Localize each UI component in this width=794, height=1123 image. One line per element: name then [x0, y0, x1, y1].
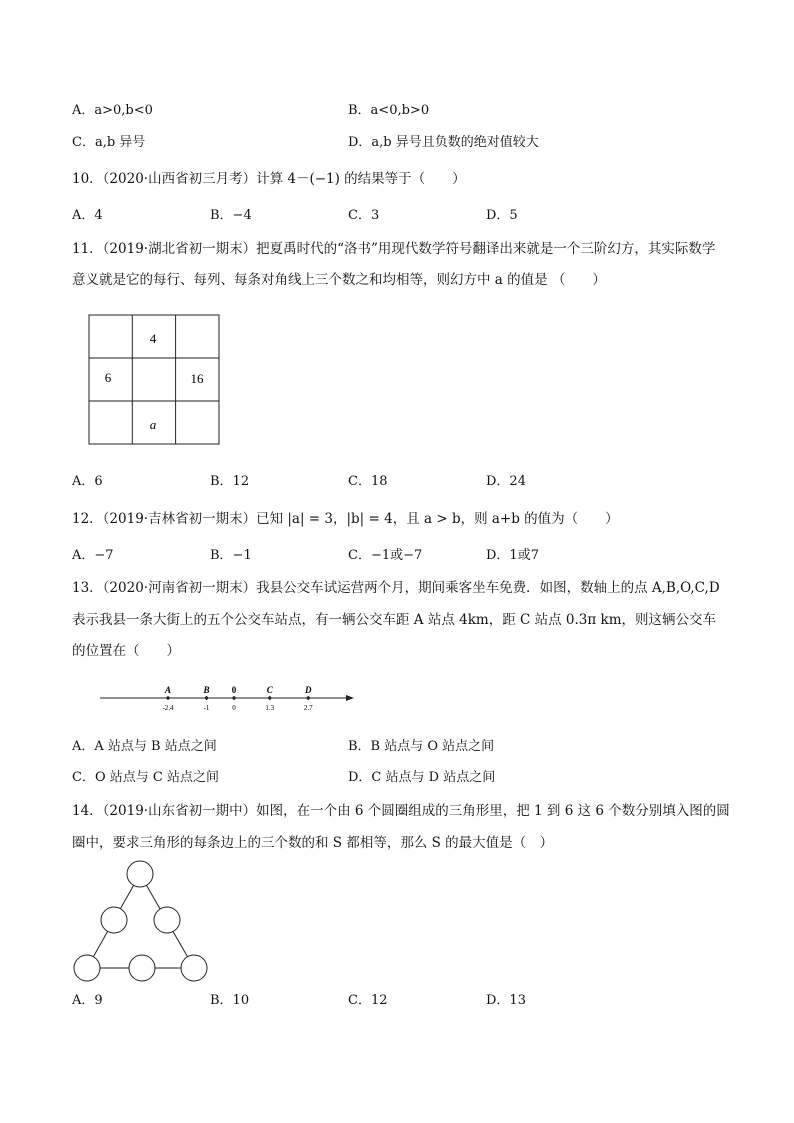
q9-option-d: D．a,b 异号且负数的绝对值较大	[348, 135, 539, 150]
number-line-point	[205, 696, 208, 699]
q10-option-c: C．3	[348, 208, 380, 223]
number-line-point	[268, 696, 271, 699]
q11-option-b: B．12	[210, 474, 250, 489]
magic-square-figure	[88, 314, 221, 445]
magic-square-cell-middle-left: 6	[104, 370, 112, 385]
triangle-circle-top	[127, 861, 153, 887]
q11-stem-line1: 11．（2019·湖北省初一期末）把夏禹时代的“洛书”用现代数学符号翻译出来就是一个三阶幻方，其实际数学	[72, 241, 716, 257]
number-line-value-label: -2.4	[162, 704, 174, 712]
q10-option-a: A．4	[72, 208, 103, 223]
triangle-circle-bottom-right	[181, 955, 207, 981]
triangle-circle-left-middle	[101, 907, 127, 933]
q10-option-b: B．−4	[210, 208, 252, 223]
number-line-figure	[98, 682, 356, 716]
triangle-circle-right-middle	[154, 907, 180, 933]
q11-option-d: D．24	[486, 474, 526, 489]
number-line-point-label: B	[203, 685, 210, 695]
number-line-point	[232, 696, 235, 699]
q12-option-b: B．−1	[210, 548, 252, 563]
q14-option-a: A．9	[72, 993, 103, 1008]
q13-stem-line3: 的位置在（ ）	[72, 643, 180, 659]
q13-stem-line2: 表示我县一条大街上的五个公交车站点，有一辆公交车距 A 站点 4km，距 C 站点 0.3π km，则这辆公交车	[72, 612, 717, 628]
q11-option-a: A．6	[72, 474, 103, 489]
magic-square-cell-middle-right: 16	[190, 371, 204, 386]
number-line-value-label: 1.3	[265, 704, 275, 712]
q13-option-d: D．C 站点与 D 站点之间	[348, 770, 496, 785]
number-line-value-label: 0	[232, 704, 236, 712]
q11-option-c: C．18	[348, 474, 388, 489]
q12-option-d: D．1或7	[486, 548, 539, 563]
q14-stem-line1: 14．（2019·山东省初一期中）如图，在一个由 6 个圆圈组成的三角形里，把 1 到 6 这 6 个数分别填入图的圆	[72, 803, 730, 819]
q12-option-c: C．−1或−7	[348, 548, 423, 563]
triangle-circle-bottom-middle	[129, 955, 155, 981]
number-line-value-label: 2.7	[303, 704, 313, 712]
q12-option-a: A．−7	[72, 548, 114, 563]
q10-option-d: D．5	[486, 208, 518, 223]
magic-square-cell-bottom-middle: a	[149, 417, 157, 432]
number-line-point	[307, 696, 310, 699]
q14-stem-line2: 圈中，要求三角形的每条边上的三个数的和 S 都相等，那么 S 的最大值是（ ）	[72, 835, 554, 851]
q14-option-d: D．13	[486, 993, 526, 1008]
q10-stem: 10．（2020·山西省初三月考）计算 4－(−1) 的结果等于（ ）	[72, 171, 466, 187]
q13-stem-line1: 13．（2020·河南省初一期末）我县公交车试运营两个月，期间乘客坐车免费．如图，数轴上的点 A,B,O,C,D	[72, 580, 720, 596]
q12-stem: 12．（2019·吉林省初一期末）已知 |a| = 3，|b| = 4，且 a > b，则 a+b 的值为（ ）	[72, 511, 619, 527]
q13-option-b: B．B 站点与 O 站点之间	[348, 739, 495, 754]
number-line-point-label: D	[305, 685, 312, 695]
number-line-point	[166, 696, 169, 699]
magic-square-cell-top-middle: 4	[149, 331, 157, 346]
q14-option-b: B．10	[210, 993, 250, 1008]
number-line-point-label: A	[164, 685, 172, 695]
number-line-point-label: C	[266, 685, 273, 695]
q14-option-c: C．12	[348, 993, 388, 1008]
number-line-point-label: 0	[231, 685, 237, 695]
q11-stem-line2: 意义就是它的每行、每列、每条对角线上三个数之和均相等，则幻方中 a 的值是 （ ）	[72, 272, 606, 288]
q9-option-b: B．a<0,b>0	[348, 103, 430, 118]
circle-triangle-figure	[70, 858, 212, 986]
q13-option-c: C．O 站点与 C 站点之间	[72, 770, 219, 785]
q9-option-c: C．a,b 异号	[72, 135, 146, 150]
number-line-value-label: -1	[203, 704, 210, 712]
q13-option-a: A．A 站点与 B 站点之间	[72, 739, 217, 754]
q9-option-a: A．a>0,b<0	[72, 103, 153, 118]
triangle-circle-bottom-left	[74, 955, 100, 981]
